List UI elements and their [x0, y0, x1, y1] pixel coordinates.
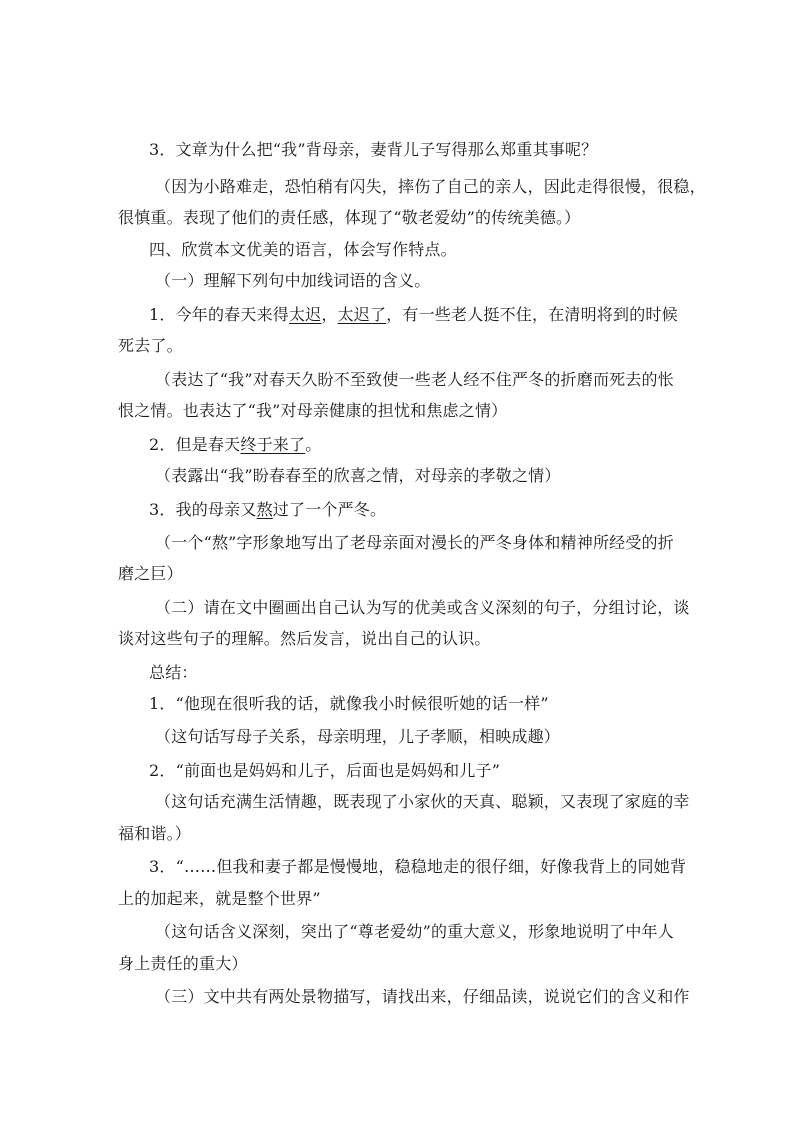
part-2-line-2: 谈对这些句子的理解。然后发言，说出自己的认识。 — [118, 629, 491, 648]
sentence-3-underlined-word: 熬 — [256, 500, 273, 519]
summary-item-3-answer-line-1: （这句话含义深刻，突出了“尊老爱幼”的重大意义，形象地说明了中年人 — [155, 922, 674, 941]
sentence-1-text-c: ，有一些老人挺不住，在清明将到的时候 — [386, 305, 678, 324]
sentence-2-underlined-word: 终于来了 — [240, 435, 306, 454]
question-3-answer-line-2: 很慎重。表现了他们的责任感，体现了“敬老爱幼”的传统美德。） — [118, 208, 581, 227]
sentence-2-text-b: 。 — [305, 435, 322, 454]
sentence-1-answer-line-2: 恨之情。也表达了“我”对母亲健康的担忧和焦虑之情） — [118, 401, 508, 420]
sentence-3-answer-line-2: 磨之巨） — [118, 564, 183, 583]
summary-item-2: 2．“前面也是妈妈和儿子，后面也是妈妈和儿子” — [149, 761, 501, 780]
sentence-1-text-a: 1．今年的春天来得 — [149, 305, 289, 324]
sentence-3-text-b: 过了一个严冬。 — [272, 500, 387, 519]
part-2-line-1: （二）请在文中圈画出自己认为写的优美或含义深刻的句子，分组讨论，谈 — [155, 598, 690, 617]
summary-item-3-line-1: 3．“……但我和妻子都是慢慢地，稳稳地走的很仔细，好像我背上的同她背 — [149, 857, 687, 876]
summary-label: 总结： — [149, 663, 198, 682]
sentence-3 — [149, 500, 386, 520]
sentence-2 — [149, 435, 321, 455]
sentence-3-answer-line-1: （一个“熬”字形象地写出了老母亲面对漫长的严冬身体和精神所经受的折 — [155, 533, 674, 552]
sentence-1-line-2: 死去了。 — [118, 336, 183, 355]
summary-item-1-answer: （这句话写母子关系，母亲明理，儿子孝顺，相映成趣） — [155, 727, 561, 746]
summary-item-1: 1．“他现在很听我的话，就像我小时候很听她的话一样” — [149, 694, 549, 713]
part-3-line-1: （三）文中共有两处景物描写，请找出来，仔细品读，说说它们的含义和作 — [155, 987, 690, 1006]
part-1-heading: （一）理解下列句中加线词语的含义。 — [155, 271, 431, 290]
sentence-1-underlined-word-2: 太迟了 — [337, 305, 387, 324]
section-4-heading: 四、欣赏本文优美的语言，体会写作特点。 — [149, 240, 457, 259]
sentence-1-answer-line-1: （表达了“我”对春天久盼不至致使一些老人经不住严冬的折磨而死去的怅 — [155, 370, 674, 389]
question-3: 3．文章为什么把“我”背母亲，妻背儿子写得那么郑重其事呢？ — [149, 140, 598, 159]
summary-item-3-line-2: 上的加起来，就是整个世界” — [118, 889, 321, 908]
question-3-answer-line-1: （因为小路难走，恐怕稍有闪失，摔伤了自己的亲人，因此走得很慢，很稳， — [155, 177, 706, 196]
summary-item-3-answer-line-2: 身上责任的重大） — [118, 954, 248, 973]
sentence-1-line-1 — [149, 305, 678, 325]
summary-item-2-answer-line-1: （这句话充满生活情趣，既表现了小家伙的天真、聪颖，又表现了家庭的幸 — [155, 792, 690, 811]
sentence-2-answer: （表露出“我”盼春春至的欣喜之情，对母亲的孝敬之情） — [155, 466, 561, 485]
sentence-1-underlined-word-1: 太迟 — [288, 305, 322, 324]
summary-item-2-answer-line-2: 福和谐。） — [118, 824, 192, 843]
sentence-1-text-b: ， — [321, 305, 338, 324]
sentence-2-text-a: 2．但是春天 — [149, 435, 241, 454]
sentence-3-text-a: 3．我的母亲又 — [149, 500, 257, 519]
